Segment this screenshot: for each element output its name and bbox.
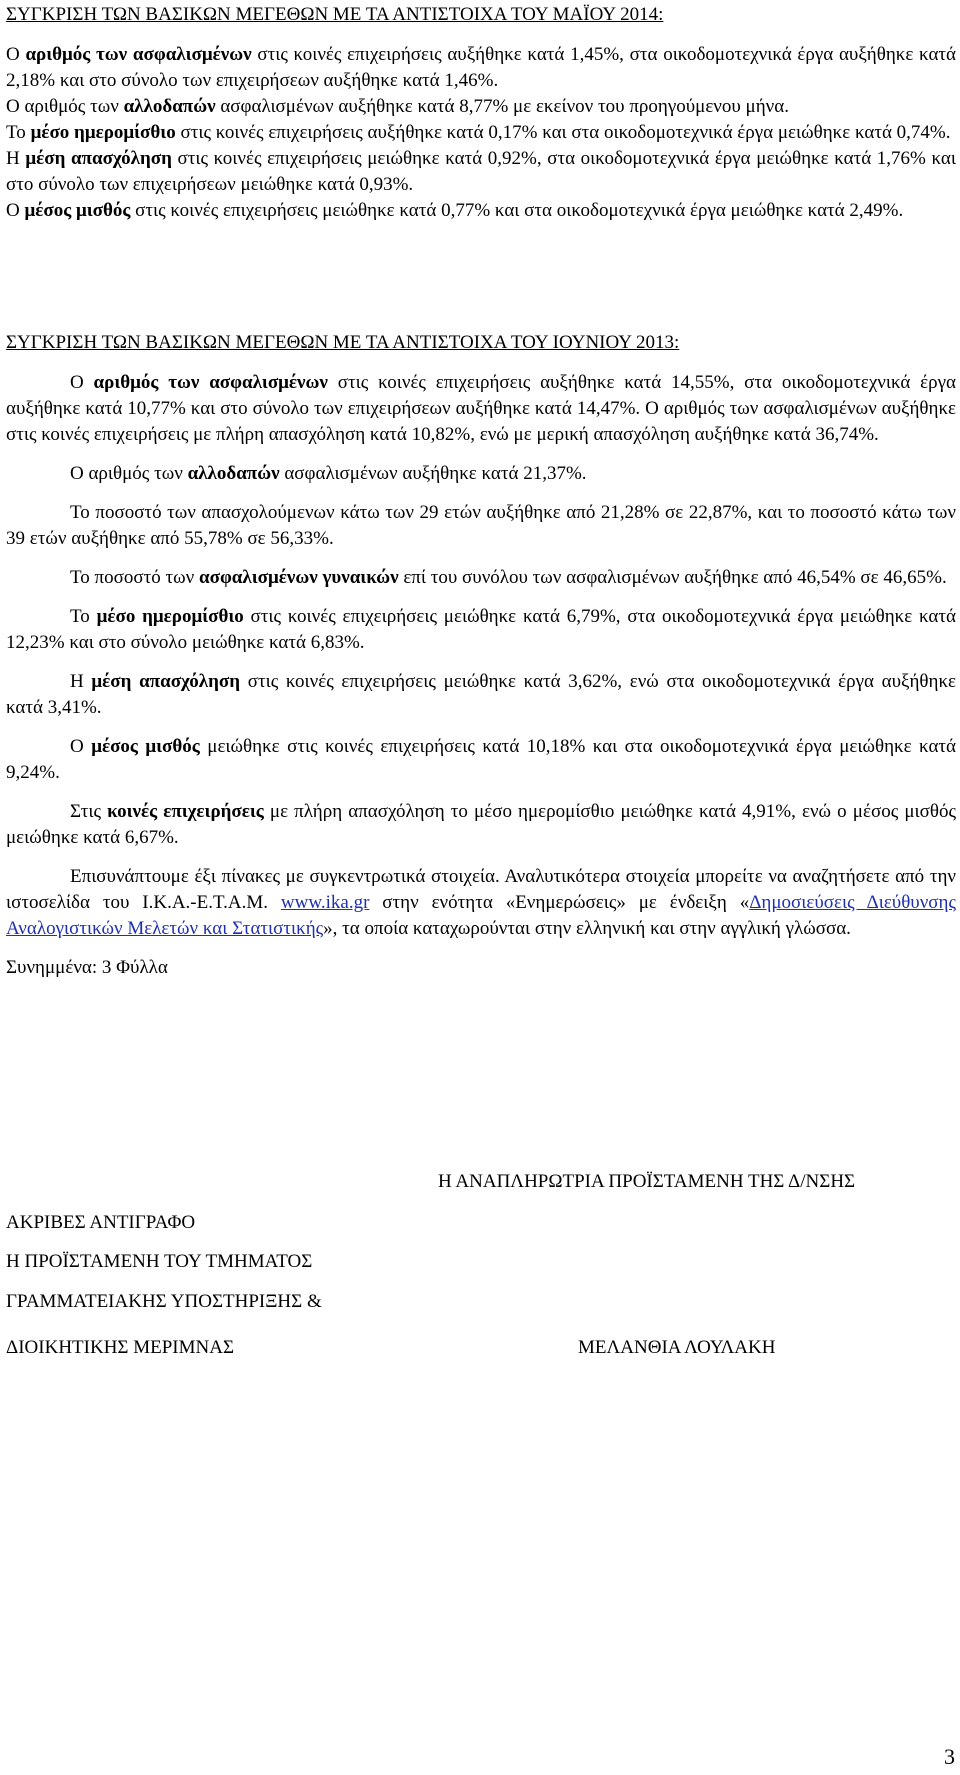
- attachments-note: Συνημμένα: 3 Φύλλα: [6, 957, 168, 978]
- page-number: 3: [944, 1744, 955, 1769]
- may-paragraph-salary: Ο μέσος μισθός στις κοινές επιχειρήσεις μειώθηκε κατά 0,77% και στα οικοδομοτεχνικά έργα μειώθηκε κατά 2,49%.: [6, 200, 904, 221]
- may-paragraph-insured: Ο αριθμός των ασφαλισμένων στις κοινές επιχειρήσεις αυξήθηκε κατά 1,45%, στα οικοδομοτεχνικά έργα αυξήθηκε κατά 2,18% και στο σύνολο των επιχειρήσεων αυξήθηκε κατά 1,46%.: [6, 44, 956, 91]
- section-may-heading: ΣΥΓΚΡΙΣΗ ΤΩΝ ΒΑΣΙΚΩΝ ΜΕΓΕΘΩΝ ΜΕ ΤΑ ΑΝΤΙΣΤΟΙΧΑ ΤΟΥ ΜΑΪΟΥ 2014:: [6, 4, 664, 25]
- signature-left-line-4: ΔΙΟΙΚΗΤΙΚΗΣ ΜΕΡΙΜΝΑΣ: [6, 1337, 235, 1358]
- signature-left-line-1: ΑΚΡΙΒΕΣ ΑΝΤΙΓΡΑΦΟ: [6, 1212, 196, 1233]
- signature-right-name: ΜΕΛΑΝΘΙΑ ΛΟΥΛΑΚΗ: [578, 1337, 776, 1358]
- may-paragraph-foreigners: Ο αριθμός των αλλοδαπών ασφαλισμένων αυξήθηκε κατά 8,77% με εκείνον του προηγούμενου μήνα.: [6, 96, 789, 117]
- may-paragraph-employment: Η μέση απασχόληση στις κοινές επιχειρήσεις μειώθηκε κατά 0,92%, στα οικοδομοτεχνικά έργα μειώθηκε κατά 1,76% και στο σύνολο των επιχειρήσεων μειώθηκε κατά 0,93%.: [6, 148, 956, 195]
- june-paragraph-salary: Ο μέσος μισθός μειώθηκε στις κοινές επιχειρήσεις κατά 10,18% και στα οικοδομοτεχνικά έργα μειώθηκε κατά 9,24%.: [6, 736, 956, 783]
- publications-link[interactable]: Δημοσιεύσεις Διεύθυνσης Αναλογιστικών Μελετών και Στατιστικής: [6, 892, 956, 939]
- june-paragraph-foreigners: Ο αριθμός των αλλοδαπών ασφαλισμένων αυξήθηκε κατά 21,37%.: [70, 463, 587, 484]
- june-paragraph-age: Το ποσοστό των απασχολούμενων κάτω των 29 ετών αυξήθηκε από 21,28% σε 22,87%, και το ποσοστό κάτω των 39 ετών αυξήθηκε από 55,78% σε 56,33%.: [6, 502, 956, 549]
- signature-right-title: Η ΑΝΑΠΛΗΡΩΤΡΙΑ ΠΡΟΪΣΤΑΜΕΝΗ ΤΗΣ Δ/ΝΣΗΣ: [438, 1171, 856, 1192]
- june-paragraph-attachments-info: Επισυνάπτουμε έξι πίνακες με συγκεντρωτικά στοιχεία. Αναλυτικότερα στοιχεία μπορείτε να αναζητήσετε από την ιστοσελίδα του Ι.Κ.Α.-Ε.Τ.Α.Μ. www.ika.gr στην ενότητα «Ενημερώσεις» με ένδειξη «Δημοσιεύσεις Διεύθυνσης Αναλογιστικών Μελετών και Στατιστικής», τα οποία καταχωρούνται στην ελληνική και στην αγγλική γλώσσα.: [6, 866, 956, 939]
- section-june-heading: ΣΥΓΚΡΙΣΗ ΤΩΝ ΒΑΣΙΚΩΝ ΜΕΓΕΘΩΝ ΜΕ ΤΑ ΑΝΤΙΣΤΟΙΧΑ ΤΟΥ ΙΟΥΝΙΟΥ 2013:: [6, 332, 680, 353]
- may-paragraph-daily-wage: Το μέσο ημερομίσθιο στις κοινές επιχειρήσεις αυξήθηκε κατά 0,17% και στα οικοδομοτεχνικά έργα μειώθηκε κατά 0,74%.: [6, 122, 951, 143]
- june-paragraph-daily-wage: Το μέσο ημερομίσθιο στις κοινές επιχειρήσεις μειώθηκε κατά 6,79%, στα οικοδομοτεχνικά έργα μειώθηκε κατά 12,23% και στο σύνολο μειώθηκε κατά 6,83%.: [6, 606, 956, 653]
- section-june: [6, 330, 956, 981]
- signature-left-line-2: Η ΠΡΟΪΣΤΑΜΕΝΗ ΤΟΥ ΤΜΗΜΑΤΟΣ: [6, 1251, 313, 1272]
- ika-website-link[interactable]: www.ika.gr: [280, 892, 370, 913]
- section-may: [6, 0, 956, 224]
- june-paragraph-women: Το ποσοστό των ασφαλισμένων γυναικών επί του συνόλου των ασφαλισμένων αυξήθηκε από 46,54% σε 46,65%.: [70, 567, 947, 588]
- june-paragraph-insured: Ο αριθμός των ασφαλισμένων στις κοινές επιχειρήσεις αυξήθηκε κατά 14,55%, στα οικοδομοτεχνικά έργα αυξήθηκε κατά 10,77% και στο σύνολο των επιχειρήσεων αυξήθηκε κατά 14,47%. Ο αριθμός των ασφαλισμένων αυξήθηκε στις κοινές επιχειρήσεις με πλήρη απασχόληση κατά 10,82%, ενώ με μερική απασχόληση αυξήθηκε κατά 36,74%.: [6, 372, 956, 445]
- june-paragraph-common-enterprises: Στις κοινές επιχειρήσεις με πλήρη απασχόληση το μέσο ημερομίσθιο μειώθηκε κατά 4,91%, ενώ ο μέσος μισθός μειώθηκε κατά 6,67%.: [6, 801, 956, 848]
- signature-left-line-3: ΓΡΑΜΜΑΤΕΙΑΚΗΣ ΥΠΟΣΤΗΡΙΞΗΣ &: [6, 1291, 322, 1312]
- june-paragraph-employment: Η μέση απασχόληση στις κοινές επιχειρήσεις μειώθηκε κατά 3,62%, ενώ στα οικοδομοτεχνικά έργα αυξήθηκε κατά 3,41%.: [6, 671, 956, 718]
